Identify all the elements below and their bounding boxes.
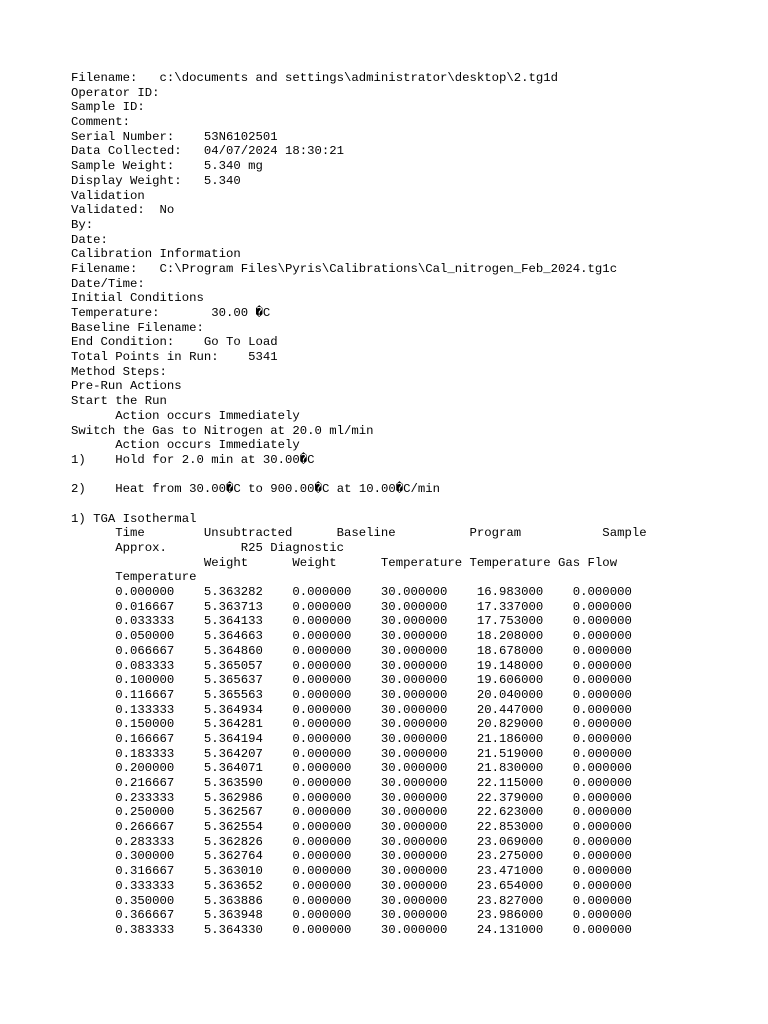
- table-row: 0.016667 5.363713 0.000000 30.000000 17.337000 0.000000: [71, 599, 632, 614]
- end-condition-line: End Condition: Go To Load: [71, 335, 278, 350]
- calibration-datetime-line: Date/Time:: [71, 276, 145, 291]
- table-row: 0.383333 5.364330 0.000000 30.000000 24.131000 0.000000: [71, 922, 632, 937]
- table-row: 0.316667 5.363010 0.000000 30.000000 23.471000 0.000000: [71, 864, 632, 879]
- sample-id-line: Sample ID:: [71, 100, 145, 115]
- table-row: 0.250000 5.362567 0.000000 30.000000 22.623000 0.000000: [71, 805, 632, 820]
- data-collected-line: Data Collected: 04/07/2024 18:30:21: [71, 144, 345, 159]
- table-row: 0.033333 5.364133 0.000000 30.000000 17.753000 0.000000: [71, 614, 632, 629]
- start-run-line: Start the Run: [71, 394, 167, 409]
- action-immediate-line-1: Action occurs Immediately: [71, 408, 300, 423]
- table-row: 0.166667 5.364194 0.000000 30.000000 21.186000 0.000000: [71, 731, 632, 746]
- validated-by-line: By:: [71, 217, 94, 232]
- table-row: 0.183333 5.364207 0.000000 30.000000 21.519000 0.000000: [71, 746, 632, 761]
- pre-run-actions-line: Pre-Run Actions: [71, 379, 182, 394]
- tga-data-report: [71, 71, 647, 938]
- table-header-line-4: Temperature: [71, 570, 197, 585]
- table-section-title: 1) TGA Isothermal: [71, 511, 197, 526]
- table-row: 0.350000 5.363886 0.000000 30.000000 23.827000 0.000000: [71, 893, 632, 908]
- operator-id-line: Operator ID:: [71, 85, 160, 100]
- display-weight-line: Display Weight: 5.340: [71, 173, 241, 188]
- table-row: 0.000000 5.363282 0.000000 30.000000 16.983000 0.000000: [71, 585, 632, 600]
- table-row: 0.233333 5.362986 0.000000 30.000000 22.379000 0.000000: [71, 790, 632, 805]
- filename-line: Filename: c:\documents and settings\administrator\desktop\2.tg1d: [71, 71, 559, 85]
- method-steps-heading: Method Steps:: [71, 364, 167, 379]
- table-row: 0.050000 5.364663 0.000000 30.000000 18.208000 0.000000: [71, 629, 632, 644]
- total-points-line: Total Points in Run: 5341: [71, 350, 278, 365]
- table-row: 0.066667 5.364860 0.000000 30.000000 18.678000 0.000000: [71, 643, 632, 658]
- sample-weight-line: Sample Weight: 5.340 mg: [71, 159, 263, 174]
- comment-line: Comment:: [71, 115, 131, 130]
- table-row: 0.216667 5.363590 0.000000 30.000000 22.115000 0.000000: [71, 776, 632, 790]
- table-row: 0.300000 5.362764 0.000000 30.000000 23.275000 0.000000: [71, 849, 632, 864]
- table-row: 0.366667 5.363948 0.000000 30.000000 23.986000 0.000000: [71, 908, 632, 923]
- table-row: 0.266667 5.362554 0.000000 30.000000 22.853000 0.000000: [71, 820, 632, 835]
- table-row: 0.150000 5.364281 0.000000 30.000000 20.829000 0.000000: [71, 717, 632, 732]
- table-row: 0.100000 5.365637 0.000000 30.000000 19.606000 0.000000: [71, 673, 632, 688]
- table-header-line-2: Approx. R25 Diagnostic: [71, 541, 345, 555]
- initial-conditions-heading: Initial Conditions: [71, 291, 204, 306]
- table-row: 0.133333 5.364934 0.000000 30.000000 20.447000 0.000000: [71, 702, 632, 717]
- initial-temperature-line: Temperature: 30.00 �C: [71, 306, 271, 320]
- baseline-filename-line: Baseline Filename:: [71, 320, 204, 335]
- calibration-heading: Calibration Information: [71, 247, 241, 262]
- method-step-2: 2) Heat from 30.00�C to 900.00�C at 10.00�C/min: [71, 482, 441, 497]
- calibration-filename-line: Filename: C:\Program Files\Pyris\Calibrations\Cal_nitrogen_Feb_2024.tg1c: [71, 261, 618, 276]
- table-rows: [71, 585, 647, 938]
- validated-line: Validated: No: [71, 203, 175, 218]
- table-row: 0.116667 5.365563 0.000000 30.000000 20.040000 0.000000: [71, 687, 632, 702]
- table-row: 0.200000 5.364071 0.000000 30.000000 21.830000 0.000000: [71, 761, 632, 776]
- switch-gas-line: Switch the Gas to Nitrogen at 20.0 ml/min: [71, 423, 374, 438]
- validated-date-line: Date:: [71, 232, 108, 247]
- table-row: 0.283333 5.362826 0.000000 30.000000 23.069000 0.000000: [71, 834, 632, 849]
- table-header-line-3: Weight Weight Temperature Temperature Gas Flow: [71, 555, 618, 570]
- serial-number-line: Serial Number: 53N6102501: [71, 129, 278, 144]
- table-row: 0.333333 5.363652 0.000000 30.000000 23.654000 0.000000: [71, 878, 632, 893]
- blank-line: [71, 497, 647, 512]
- blank-line: [71, 468, 647, 483]
- method-step-1: 1) Hold for 2.0 min at 30.00�C: [71, 452, 315, 467]
- action-immediate-line-2: Action occurs Immediately: [71, 438, 300, 453]
- table-header-line-1: Time Unsubtracted Baseline Program Sample: [71, 526, 647, 541]
- validation-heading: Validation: [71, 188, 145, 203]
- table-row: 0.083333 5.365057 0.000000 30.000000 19.148000 0.000000: [71, 658, 632, 673]
